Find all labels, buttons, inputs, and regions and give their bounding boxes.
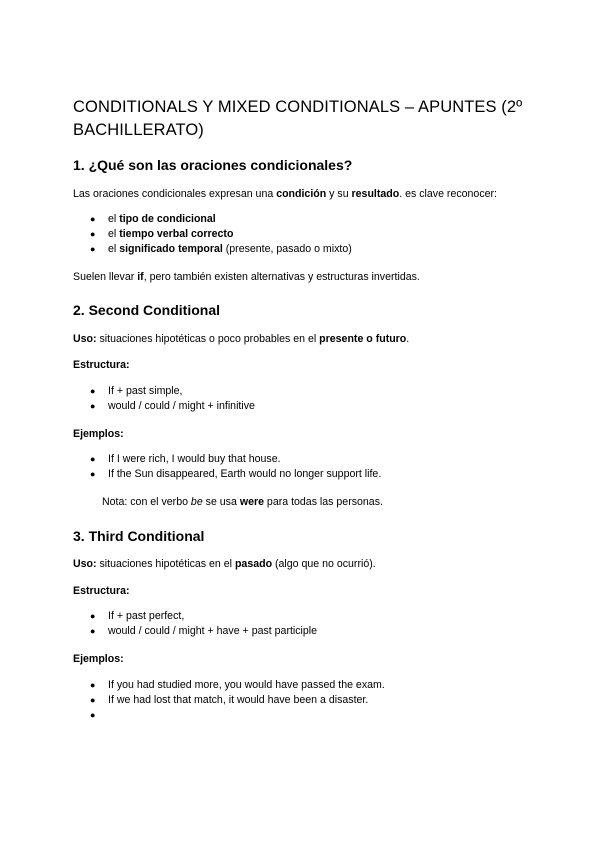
bullet-icon: ●	[90, 626, 96, 636]
section-3-estructura-list	[73, 609, 317, 639]
item-bold: tipo de condicional	[119, 213, 216, 225]
item-text: el	[108, 228, 120, 240]
section-2-ejemplos-label: Ejemplos:	[73, 428, 124, 440]
item-text: If + past simple,	[108, 385, 183, 397]
item-bold: significado temporal	[119, 243, 223, 255]
section-3-ejemplos-list	[73, 678, 385, 723]
section-2-nota	[102, 495, 383, 509]
outro-text: Suelen llevar	[73, 271, 138, 283]
uso-text: .	[406, 333, 410, 345]
bullet-icon: ●	[90, 244, 96, 254]
intro-bold-resultado: resultado	[351, 188, 400, 200]
item-bold: tiempo verbal correcto	[119, 228, 234, 240]
list-item	[73, 212, 352, 227]
list-item	[73, 693, 385, 708]
list-item	[73, 467, 381, 482]
section-2-estructura-label: Estructura:	[73, 359, 130, 371]
list-item	[73, 624, 317, 639]
section-2-ejemplos-list	[73, 452, 381, 482]
bullet-icon: ●	[90, 695, 96, 705]
list-item	[73, 708, 385, 723]
section-3-uso	[73, 557, 376, 571]
item-text: If you had studied more, you would have passed the exam.	[108, 679, 385, 691]
item-text: el	[108, 213, 120, 225]
list-item	[73, 227, 352, 242]
bullet-icon: ●	[90, 386, 96, 396]
uso-text: (algo que no ocurrió).	[272, 558, 376, 570]
section-3-estructura-label: Estructura:	[73, 585, 130, 597]
nota-text: se usa	[202, 496, 240, 508]
nota-italic: be	[190, 496, 203, 508]
outro-bold-if: if	[137, 271, 144, 283]
item-text: If we had lost that match, it would have been a disaster.	[108, 694, 369, 706]
bullet-icon: ●	[90, 229, 96, 239]
bullet-icon: ●	[90, 710, 96, 720]
section-2-uso	[73, 332, 409, 346]
list-item	[73, 384, 255, 399]
item-text: would / could / might + have + past participle	[108, 625, 318, 637]
nota-text: Nota: con el verbo	[102, 496, 191, 508]
bullet-icon: ●	[90, 214, 96, 224]
item-text: If the Sun disappeared, Earth would no longer support life.	[108, 468, 382, 480]
section-2-estructura-list	[73, 384, 255, 414]
bullet-icon: ●	[90, 469, 96, 479]
bullet-icon: ●	[90, 680, 96, 690]
bullet-icon: ●	[90, 401, 96, 411]
item-text: el	[108, 243, 120, 255]
bullet-icon: ●	[90, 611, 96, 621]
list-item	[73, 399, 255, 414]
list-item	[73, 242, 352, 257]
list-item	[73, 452, 381, 467]
intro-bold-condicion: condición	[276, 188, 327, 200]
intro-text: . es clave reconocer:	[399, 188, 497, 200]
intro-text: y su	[326, 188, 352, 200]
bullet-icon: ●	[90, 454, 96, 464]
intro-text: Las oraciones condicionales expresan una	[73, 188, 277, 200]
list-item	[73, 609, 317, 624]
section-2-heading: 2. Second Conditional	[73, 302, 221, 318]
nota-text: para todas las personas.	[263, 496, 383, 508]
uso-bold: pasado	[234, 558, 273, 570]
uso-bold: presente o futuro	[319, 333, 407, 345]
uso-label: Uso:	[73, 558, 97, 570]
section-1-heading: 1. ¿Qué son las oraciones condicionales?	[73, 157, 353, 173]
item-text: (presente, pasado o mixto)	[222, 243, 352, 255]
outro-text: , pero también existen alternativas y estructuras invertidas.	[143, 271, 420, 283]
section-1-intro	[73, 187, 497, 201]
item-text: If + past perfect,	[108, 610, 185, 622]
uso-label: Uso:	[73, 333, 97, 345]
uso-text: situaciones hipotéticas o poco probables en el	[96, 333, 320, 345]
section-3-ejemplos-label: Ejemplos:	[73, 653, 124, 665]
document-title: CONDITIONALS Y MIXED CONDITIONALS – APUNTES (2º BACHILLERATO)	[73, 98, 523, 139]
section-1-outro	[73, 270, 420, 284]
list-item	[73, 678, 385, 693]
section-3-heading: 3. Third Conditional	[73, 528, 205, 544]
nota-bold: were	[239, 496, 264, 508]
item-text: would / could / might + infinitive	[108, 400, 255, 412]
item-text: If I were rich, I would buy that house.	[108, 453, 281, 465]
section-1-list	[73, 212, 352, 257]
uso-text: situaciones hipotéticas en el	[96, 558, 235, 570]
